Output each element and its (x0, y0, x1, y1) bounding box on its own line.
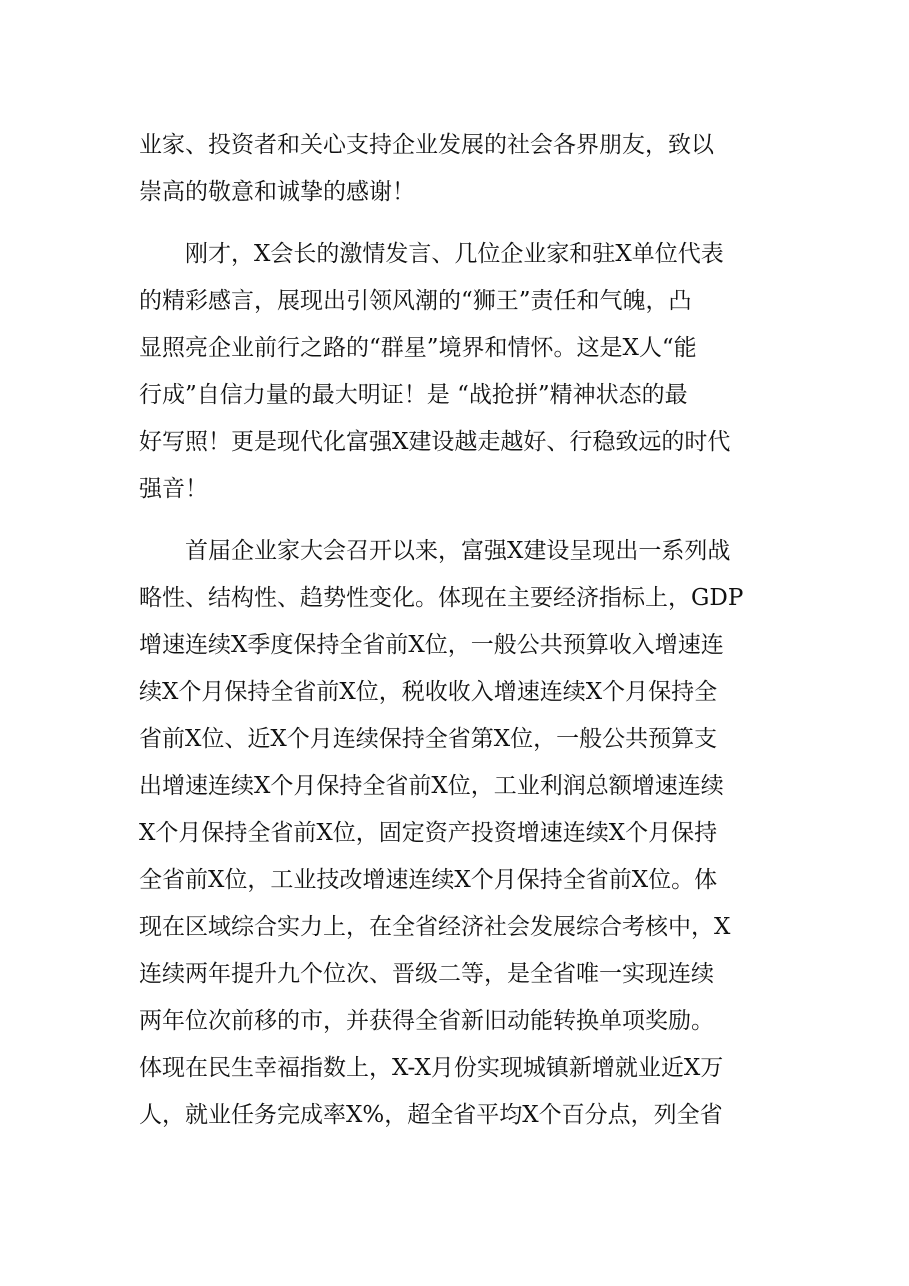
paragraph-3-line-10: 连续两年提升九个位次、晋级二等，是全省唯一实现连续 (139, 961, 714, 987)
paragraph-3-line-6: 出增速连续X个月保持全省前X位，工业利润总额增速连续 (139, 773, 724, 799)
paragraph-1-line-1: 业家、投资者和关心支持企业发展的社会各界朋友，致以 (139, 132, 714, 158)
paragraph-3-line-12: 体现在民生幸福指数上，X-X月份实现城镇新增就业近X万 (139, 1055, 724, 1081)
paragraph-2-line-5: 好写照！更是现代化富强X建设越走越好、行稳致远的时代 (139, 429, 731, 455)
paragraph-3-line-9: 现在区域综合实力上，在全省经济社会发展综合考核中，X (139, 914, 731, 940)
paragraph-2-line-6: 强音！ (139, 476, 208, 502)
paragraph-3-line-11: 两年位次前移的市，并获得全省新旧动能转换单项奖励。 (139, 1008, 714, 1034)
paragraph-3-line-4: 续X个月保持全省前X位，税收收入增速连续X个月保持全 (139, 679, 718, 705)
paragraph-3-line-7: X个月保持全省前X位，固定资产投资增速连续X个月保持 (139, 820, 718, 846)
paragraph-3-line-5: 省前X位、近X个月连续保持全省第X位，一般公共预算支 (139, 726, 718, 752)
paragraph-2-line-2: 的精彩感言，展现出引领风潮的“狮王”责任和气魄，凸 (139, 288, 692, 314)
paragraph-3-line-13: 人，就业任务完成率X%，超全省平均X个百分点，列全省 (139, 1102, 723, 1128)
paragraph-3-line-2: 略性、结构性、趋势性变化。体现在主要经济指标上，GDP (139, 585, 744, 611)
paragraph-3-line-3: 增速连续X季度保持全省前X位，一般公共预算收入增速连 (139, 632, 724, 658)
paragraph-2-line-4: 行成”自信力量的最大明证！是 “战抢拼”精神状态的最 (139, 382, 688, 408)
paragraph-2-line-1: 刚才，X会长的激情发言、几位企业家和驻X单位代表 (185, 241, 724, 267)
paragraph-1-line-2: 崇高的敬意和诚挚的感谢！ (139, 179, 415, 205)
paragraph-3-line-8: 全省前X位，工业技改增速连续X个月保持全省前X位。体 (139, 867, 718, 893)
paragraph-3-line-1: 首届企业家大会召开以来，富强X建设呈现出一系列战 (185, 538, 731, 564)
paragraph-2-line-3: 显照亮企业前行之路的“群星”境界和情怀。这是X人“能 (139, 335, 697, 361)
